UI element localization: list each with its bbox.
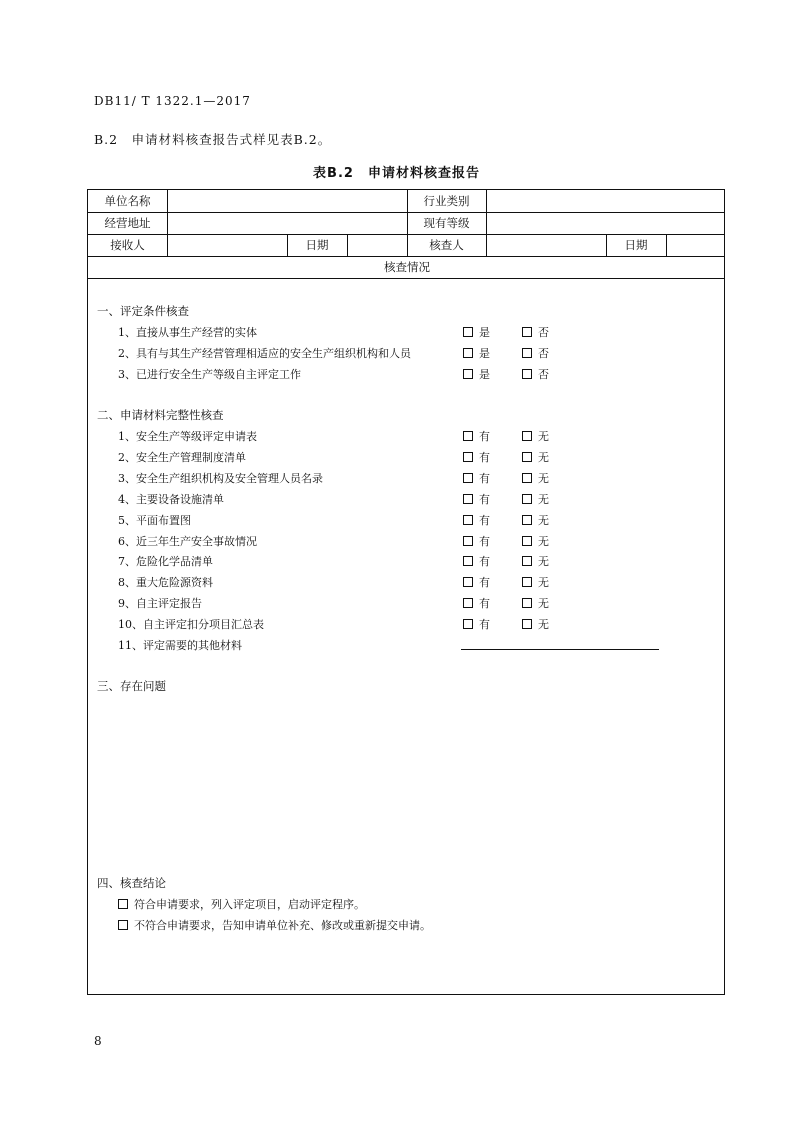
section-title: 四、核查结论: [97, 876, 166, 890]
col-divider: [486, 190, 487, 256]
checkbox-icon[interactable]: [463, 515, 473, 525]
checkbox-icon[interactable]: [522, 556, 532, 566]
checkbox-icon[interactable]: [522, 431, 532, 441]
have-option[interactable]: 有: [463, 616, 490, 632]
list-item: 5、平面布置图: [118, 514, 191, 527]
none-option[interactable]: 无: [522, 449, 549, 465]
checkbox-icon[interactable]: [463, 598, 473, 608]
have-option[interactable]: 有: [463, 533, 490, 549]
checkbox-icon[interactable]: [463, 452, 473, 462]
checkbox-icon[interactable]: [522, 369, 532, 379]
list-item: 4、主要设备设施清单: [118, 493, 224, 506]
have-option[interactable]: 有: [463, 512, 490, 528]
none-option[interactable]: 无: [522, 553, 549, 569]
section-title: 三、存在问题: [97, 679, 166, 693]
none-option[interactable]: 无: [522, 616, 549, 632]
conclusion-option[interactable]: 符合申请要求，列入评定项目，启动评定程序。: [118, 896, 365, 912]
have-option[interactable]: 有: [463, 595, 490, 611]
list-item: 10、自主评定扣分项目汇总表: [118, 618, 264, 631]
industry-label: 行业类别: [423, 194, 470, 208]
list-item: 3、安全生产组织机构及安全管理人员名录: [118, 472, 323, 485]
none-option[interactable]: 无: [522, 512, 549, 528]
have-option[interactable]: 有: [463, 470, 490, 486]
checkbox-icon[interactable]: [463, 473, 473, 483]
checkbox-icon[interactable]: [522, 494, 532, 504]
conclusion-option[interactable]: 不符合申请要求，告知申请单位补充、修改或重新提交申请。: [118, 917, 431, 933]
have-option[interactable]: 有: [463, 428, 490, 444]
list-item: 7、危险化学品清单: [118, 555, 213, 568]
yes-option[interactable]: 是: [463, 366, 490, 382]
checkbox-icon[interactable]: [463, 536, 473, 546]
yes-option[interactable]: 是: [463, 324, 490, 340]
section-header: 核查情况: [384, 260, 430, 274]
unit-name-label: 单位名称: [104, 194, 151, 208]
intro-text: B.2 申请材料核查报告式样见表B.2。: [94, 132, 332, 147]
checkbox-icon[interactable]: [463, 556, 473, 566]
row-divider: [88, 212, 724, 213]
yes-option[interactable]: 是: [463, 345, 490, 361]
checkbox-icon[interactable]: [463, 431, 473, 441]
checkbox-icon[interactable]: [463, 577, 473, 587]
no-option[interactable]: 否: [522, 324, 549, 340]
no-option[interactable]: 否: [522, 345, 549, 361]
section-title: 一、评定条件核查: [97, 304, 189, 318]
have-option[interactable]: 有: [463, 574, 490, 590]
row-divider: [88, 278, 724, 279]
page-number: 8: [94, 1034, 102, 1048]
list-item: 11、评定需要的其他材料: [118, 639, 242, 652]
document-code-header: DB11/ T 1322.1—2017: [94, 94, 251, 108]
checker-label: 核查人: [429, 238, 464, 252]
checkbox-icon[interactable]: [522, 473, 532, 483]
current-level-label: 现有等级: [423, 216, 470, 230]
checkbox-icon[interactable]: [522, 536, 532, 546]
checkbox-icon[interactable]: [522, 348, 532, 358]
list-item: 1、直接从事生产经营的实体: [118, 326, 257, 339]
checkbox-icon[interactable]: [522, 452, 532, 462]
col-divider: [167, 190, 168, 256]
have-option[interactable]: 有: [463, 449, 490, 465]
list-item: 3、已进行安全生产等级自主评定工作: [118, 368, 301, 381]
list-item: 1、安全生产等级评定申请表: [118, 430, 257, 443]
none-option[interactable]: 无: [522, 533, 549, 549]
checkbox-icon[interactable]: [522, 577, 532, 587]
checkbox-icon[interactable]: [463, 369, 473, 379]
none-option[interactable]: 无: [522, 574, 549, 590]
col-divider: [666, 234, 667, 256]
list-item: 8、重大危险源资料: [118, 576, 213, 589]
date-label: 日期: [305, 238, 329, 252]
col-divider: [347, 234, 348, 256]
section-title: 二、申请材料完整性核查: [97, 408, 224, 422]
checkbox-icon[interactable]: [522, 619, 532, 629]
none-option[interactable]: 无: [522, 470, 549, 486]
list-item: 9、自主评定报告: [118, 597, 202, 610]
receiver-label: 接收人: [110, 238, 145, 252]
checkbox-icon[interactable]: [463, 494, 473, 504]
list-item: 6、近三年生产安全事故情况: [118, 535, 257, 548]
checkbox-icon[interactable]: [522, 515, 532, 525]
list-item: 2、具有与其生产经营管理相适应的安全生产组织机构和人员: [118, 347, 411, 360]
none-option[interactable]: 无: [522, 428, 549, 444]
checkbox-icon[interactable]: [463, 348, 473, 358]
checkbox-icon[interactable]: [522, 327, 532, 337]
checkbox-icon[interactable]: [463, 327, 473, 337]
checkbox-icon[interactable]: [118, 899, 128, 909]
have-option[interactable]: 有: [463, 553, 490, 569]
checkbox-icon[interactable]: [118, 920, 128, 930]
list-item: 2、安全生产管理制度清单: [118, 451, 246, 464]
other-materials-fill-line[interactable]: [461, 649, 659, 650]
no-option[interactable]: 否: [522, 366, 549, 382]
none-option[interactable]: 无: [522, 491, 549, 507]
date-label: 日期: [624, 238, 648, 252]
checkbox-icon[interactable]: [522, 598, 532, 608]
table-title: 表B.2 申请材料核查报告: [313, 166, 480, 181]
check-report-table: [87, 189, 725, 995]
checkbox-icon[interactable]: [463, 619, 473, 629]
none-option[interactable]: 无: [522, 595, 549, 611]
have-option[interactable]: 有: [463, 491, 490, 507]
address-label: 经营地址: [104, 216, 151, 230]
